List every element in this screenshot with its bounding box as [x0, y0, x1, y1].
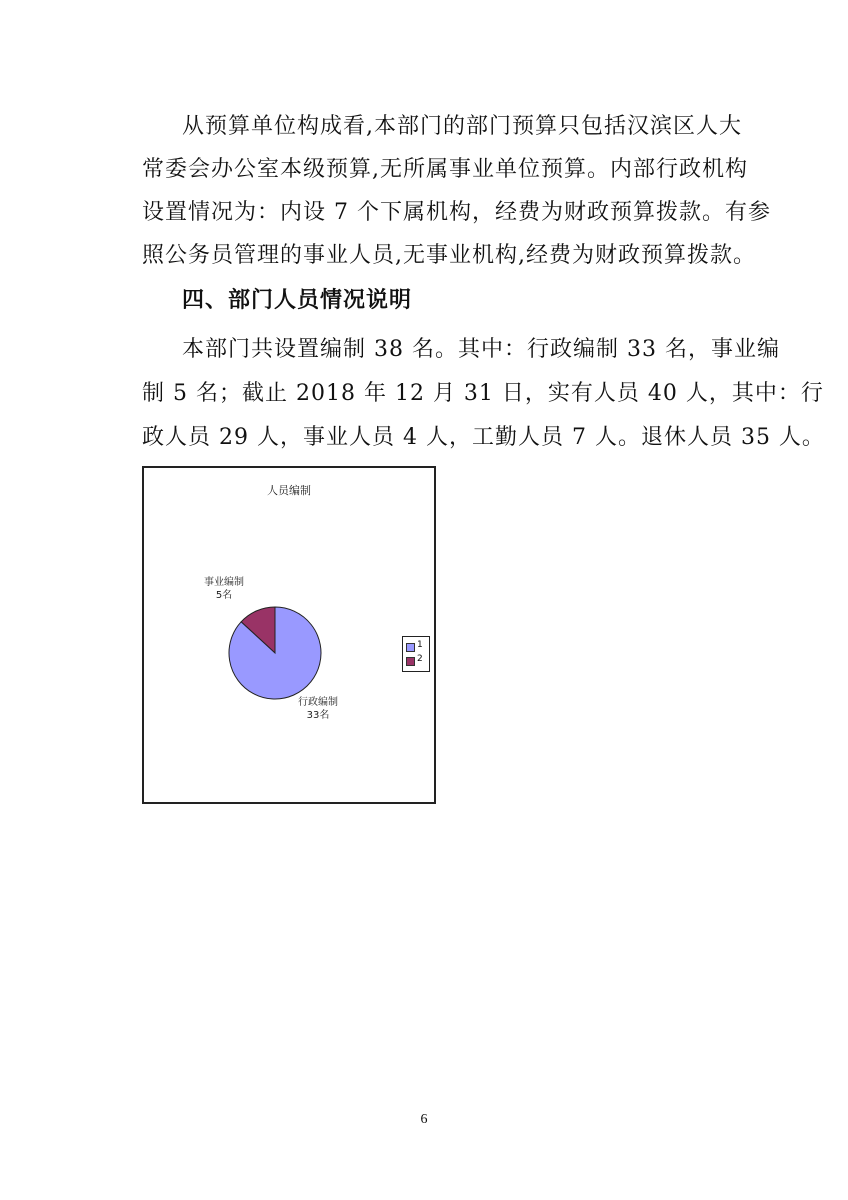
paragraph2-line1: 本部门共设置编制 38 名。其中：行政编制 33 名，事业编	[182, 337, 780, 362]
slice-label-shiye-name: 事业编制	[204, 577, 244, 588]
paragraph2-line2: 制 5 名；截止 2018 年 12 月 31 日，实有人员 40 人，其中：行	[142, 381, 824, 406]
legend-swatch-2	[406, 657, 415, 666]
legend-label-2: 2	[417, 654, 423, 664]
paragraph1-line2: 常委会办公室本级预算,无所属事业单位预算。内部行政机构	[142, 157, 748, 182]
section-heading: 四、部门人员情况说明	[182, 288, 413, 313]
slice-label-shiye	[196, 576, 252, 602]
staffing-pie-chart	[142, 466, 436, 804]
slice-label-xingzheng-value: 33名	[306, 710, 330, 721]
chart-legend	[402, 636, 430, 672]
slice-label-shiye-value: 5名	[215, 590, 233, 601]
legend-swatch-1	[406, 643, 415, 652]
slice-label-xingzheng	[290, 696, 346, 722]
legend-entry-1	[406, 642, 428, 652]
slice-label-xingzheng-name: 行政编制	[298, 697, 338, 708]
page-number: 6	[420, 1112, 428, 1127]
chart-title: 人员编制	[267, 484, 311, 497]
paragraph2-line3: 政人员 29 人，事业人员 4 人，工勤人员 7 人。退休人员 35 人。	[142, 425, 825, 450]
pie-svg	[144, 468, 434, 802]
paragraph1-line1: 从预算单位构成看,本部门的部门预算只包括汉滨区人大	[182, 114, 742, 139]
legend-label-1: 1	[417, 640, 423, 650]
paragraph1-line4: 照公务员管理的事业人员,无事业机构,经费为财政预算拨款。	[142, 243, 756, 268]
legend-entry-2	[406, 656, 428, 666]
paragraph1-line3: 设置情况为：内设 7 个下属机构，经费为财政预算拨款。有参	[142, 200, 771, 225]
